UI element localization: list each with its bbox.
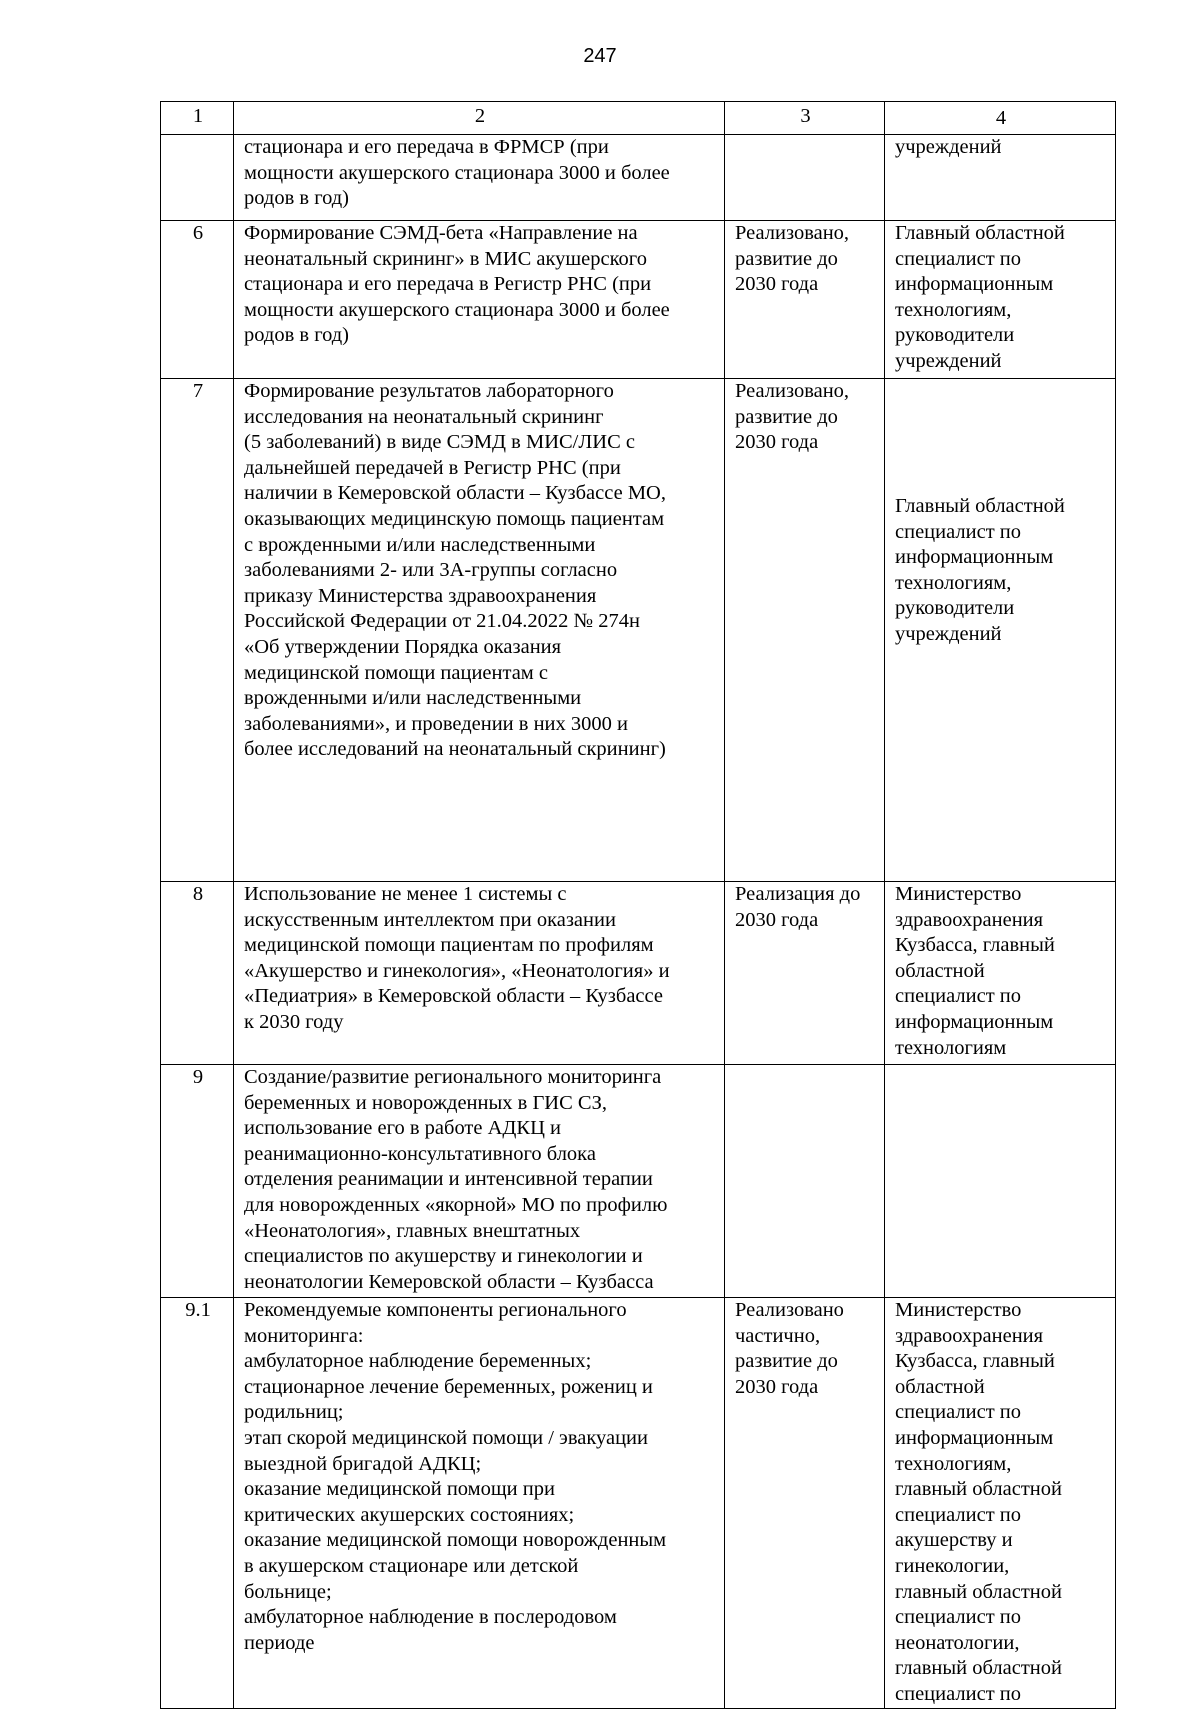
row-responsible (885, 1065, 1116, 1298)
cell-line: развитие до (735, 405, 838, 428)
cell-line: «Об утверждении Порядка оказания (244, 635, 562, 658)
cell-line: амбулаторное наблюдение беременных; (244, 1350, 592, 1373)
table-header (161, 102, 1116, 135)
table-row (161, 1298, 1116, 1709)
cell-line: наличии в Кемеровской области – Кузбассе МО, (244, 482, 666, 505)
cell-line: здравоохранения (895, 908, 1044, 931)
cell-line: стационара и его передача в Регистр РНС (при (244, 273, 652, 296)
cell-line: специалист по (895, 520, 1021, 543)
cell-line: учреждений (895, 622, 1002, 645)
cell-line: «Неонатология», главных внештатных (244, 1219, 581, 1242)
cell-line: для новорожденных «якорной» МО по профилю (244, 1193, 668, 1216)
row-status (725, 1065, 885, 1298)
cell-line: мониторинга: (244, 1324, 364, 1347)
cell-line: специалист по (895, 1682, 1021, 1705)
cell-line: учреждений (895, 349, 1002, 372)
cell-line: областной (895, 1375, 985, 1398)
table-body (161, 135, 1116, 1709)
row-number: 8 (161, 882, 234, 1065)
cell-line: информационным (895, 273, 1054, 296)
cell-line: неонатологии, (895, 1631, 1020, 1654)
cell-line: главный областной (895, 1580, 1062, 1603)
cell-line: медицинской помощи пациентам с (244, 661, 548, 684)
cell-line: стационара и его передача в ФРМСР (при (244, 136, 609, 158)
cell-line: специалист по (895, 1606, 1021, 1629)
cell-line: технологиям, (895, 1452, 1012, 1475)
cell-line: дальнейшей передачей в Регистр РНС (при (244, 456, 621, 479)
cell-line: оказывающих медицинскую помощь пациентам (244, 507, 665, 530)
cell-line: Главный областной (895, 222, 1065, 244)
cell-line: 2030 года (735, 908, 819, 931)
cell-line: Реализовано, (735, 380, 850, 402)
row-description (234, 1065, 725, 1298)
cell-line: искусственным интеллектом при оказании (244, 908, 616, 931)
page-number: 247 (583, 45, 617, 67)
row-number (161, 135, 234, 221)
row-responsible (885, 221, 1116, 379)
cell-line: амбулаторное наблюдение в послеродовом (244, 1606, 617, 1629)
cell-line: больнице; (244, 1580, 332, 1603)
column-header-1: 1 (161, 102, 234, 135)
cell-line: руководители (895, 324, 1015, 347)
cell-line: технологиям (895, 1036, 1007, 1059)
cell-line: здравоохранения (895, 1324, 1044, 1347)
plan-table (160, 101, 1116, 1709)
cell-line: Формирование СЭМД-бета «Направление на (244, 222, 638, 244)
table-row (161, 882, 1116, 1065)
cell-line: Формирование результатов лабораторного (244, 380, 614, 402)
cell-line: Министерство (895, 1299, 1022, 1321)
table-row (161, 221, 1116, 379)
cell-line: неонатальный скрининг» в МИС акушерского (244, 247, 647, 270)
cell-line: использование его в работе АДКЦ и (244, 1117, 561, 1140)
column-header-3: 3 (725, 102, 885, 135)
cell-line: Министерство (895, 883, 1022, 905)
row-number: 6 (161, 221, 234, 379)
cell-line: акушерству и (895, 1529, 1013, 1552)
cell-line: Главный областной (895, 495, 1065, 517)
row-responsible (885, 1298, 1116, 1709)
cell-line: неонатологии Кемеровской области – Кузбасса (244, 1270, 654, 1293)
cell-line: информационным (895, 1426, 1054, 1449)
row-status (725, 1298, 885, 1709)
row-description (234, 379, 725, 882)
cell-line: частично, (735, 1324, 821, 1347)
table-row (161, 379, 1116, 882)
row-status (725, 221, 885, 379)
cell-line: Реализовано, (735, 222, 850, 244)
cell-line: специалист по (895, 247, 1021, 270)
cell-line: технологиям, (895, 571, 1012, 594)
cell-line: с врожденными и/или наследственными (244, 533, 596, 556)
cell-line: исследования на неонатальный скрининг (244, 405, 604, 428)
cell-line: 2030 года (735, 431, 819, 454)
row-description (234, 882, 725, 1065)
cell-line: развитие до (735, 247, 838, 270)
cell-line: критических акушерских состояниях; (244, 1503, 575, 1526)
cell-line: гинекологии, (895, 1554, 1010, 1577)
cell-line: Использование не менее 1 системы с (244, 883, 567, 905)
cell-line: 2030 года (735, 273, 819, 296)
row-status (725, 882, 885, 1065)
cell-line: оказание медицинской помощи при (244, 1478, 555, 1501)
row-number: 9.1 (161, 1298, 234, 1709)
cell-line: учреждений (895, 136, 1002, 158)
table-row (161, 135, 1116, 221)
row-number: 7 (161, 379, 234, 882)
row-description (234, 135, 725, 221)
cell-line: информационным (895, 546, 1054, 569)
cell-line: специалист по (895, 1401, 1021, 1424)
cell-line: врожденными и/или наследственными (244, 687, 582, 710)
cell-line: реанимационно-консультативного блока (244, 1142, 596, 1165)
cell-line: 2030 года (735, 1375, 819, 1398)
table-row (161, 1065, 1116, 1298)
cell-line: выездной бригадой АДКЦ; (244, 1452, 482, 1475)
column-header-4: 4 (885, 102, 1116, 135)
row-description (234, 221, 725, 379)
cell-line: Реализация до (735, 883, 861, 905)
cell-line: оказание медицинской помощи новорожденным (244, 1529, 667, 1552)
cell-line: технологиям, (895, 298, 1012, 321)
cell-line: мощности акушерского стационара 3000 и более (244, 298, 670, 321)
cell-line: Российской Федерации от 21.04.2022 № 274н (244, 610, 640, 633)
row-status (725, 379, 885, 882)
cell-line: периоде (244, 1631, 315, 1654)
cell-line: к 2030 году (244, 1010, 344, 1033)
cell-line: Кузбасса, главный (895, 1350, 1055, 1373)
cell-line: заболеваниями», и проведении в них 3000 и (244, 712, 628, 735)
cell-line: стационарное лечение беременных, рожениц и (244, 1375, 653, 1398)
cell-line: руководители (895, 597, 1015, 620)
cell-line: Кузбасса, главный (895, 934, 1055, 957)
cell-line: «Акушерство и гинекология», «Неонатология» и (244, 959, 670, 982)
row-responsible (885, 135, 1116, 221)
row-status (725, 135, 885, 221)
cell-line: специалистов по акушерству и гинекологии и (244, 1245, 643, 1268)
cell-line: (5 заболеваний) в виде СЭМД в МИС/ЛИС с (244, 431, 635, 454)
cell-line: «Педиатрия» в Кемеровской области – Кузбассе (244, 985, 663, 1008)
cell-line: Рекомендуемые компоненты регионального (244, 1299, 627, 1321)
row-responsible (885, 882, 1116, 1065)
cell-line: главный областной (895, 1478, 1062, 1501)
cell-line: специалист по (895, 1503, 1021, 1526)
cell-line: более исследований на неонатальный скрининг) (244, 738, 666, 761)
cell-line: приказу Министерства здравоохранения (244, 584, 597, 607)
cell-line: информационным (895, 1010, 1054, 1033)
cell-line: родов в год) (244, 324, 350, 347)
row-number: 9 (161, 1065, 234, 1298)
cell-line: Реализовано (735, 1299, 844, 1321)
cell-line: в акушерском стационаре или детской (244, 1554, 579, 1577)
cell-line: Создание/развитие регионального мониторинга (244, 1066, 662, 1088)
cell-line: мощности акушерского стационара 3000 и более (244, 161, 670, 184)
cell-line: развитие до (735, 1350, 838, 1373)
cell-line: заболеваниями 2- или 3А-группы согласно (244, 559, 618, 582)
cell-line: беременных и новорожденных в ГИС СЗ, (244, 1091, 607, 1114)
cell-line: областной (895, 959, 985, 982)
column-header-2: 2 (234, 102, 725, 135)
row-responsible (885, 379, 1116, 882)
cell-line: медицинской помощи пациентам по профилям (244, 934, 654, 957)
cell-line: специалист по (895, 985, 1021, 1008)
cell-line: этап скорой медицинской помощи / эвакуации (244, 1426, 648, 1449)
cell-line: главный областной (895, 1657, 1062, 1680)
cell-line: отделения реанимации и интенсивной терапии (244, 1168, 653, 1191)
cell-line: родильниц; (244, 1401, 344, 1424)
row-description (234, 1298, 725, 1709)
cell-line: родов в год) (244, 187, 350, 210)
